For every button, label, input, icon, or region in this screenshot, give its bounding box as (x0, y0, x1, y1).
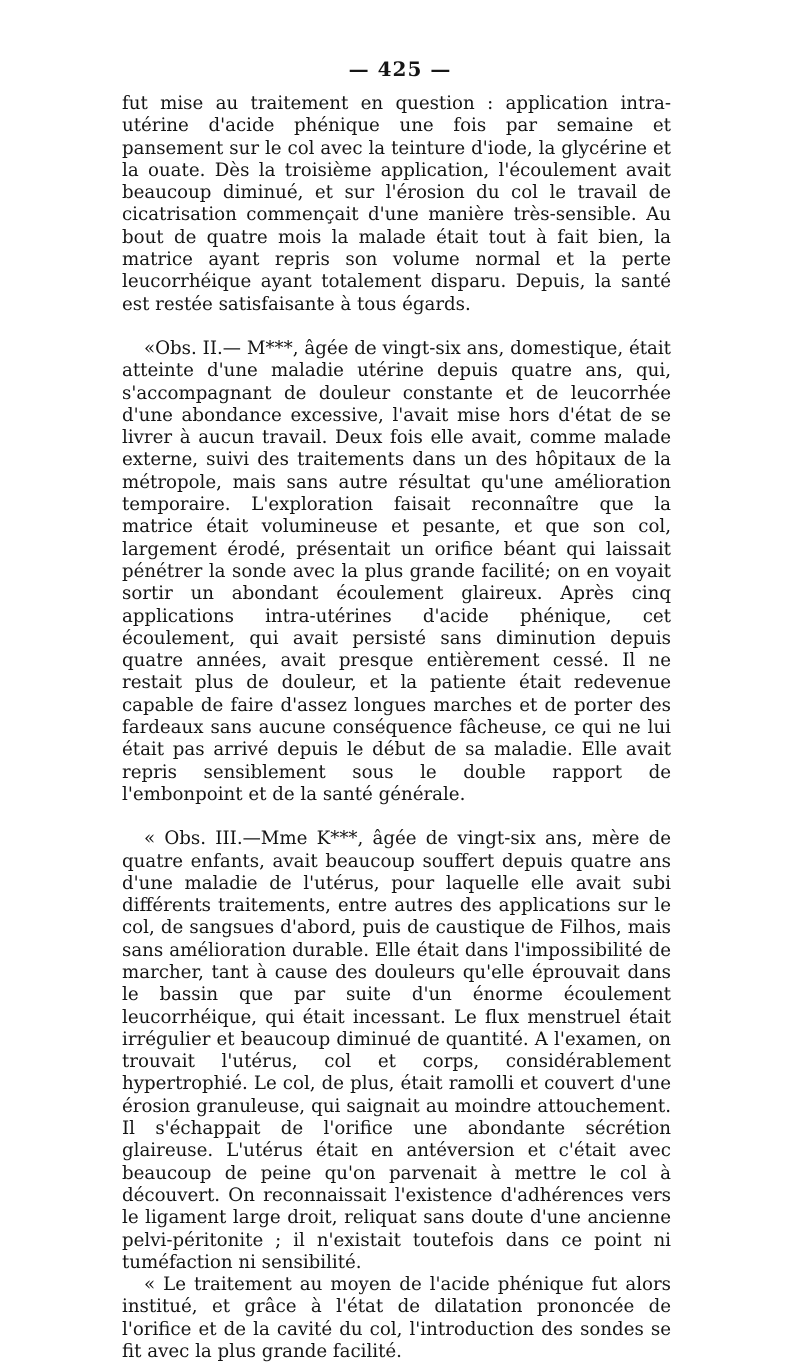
paragraph-obs-3: « Obs. III.—Mme K***, âgée de vingt-six ans, mère de quatre enfants, avait beaucoup souffert depuis quatre ans d'une maladie de l'utérus, pour laquelle elle avait subi différents traitements, entre autres des applications sur le col, de sangsues d'abord, puis de caustique de Filhos, mais sans amélioration durable. Elle était dans l'impossibilité de marcher, tant à cause des douleurs qu'elle éprouvait dans le bassin que par suite d'un énorme écoulement leucorrhéique, qui était incessant. Le flux menstruel était irrégulier et beaucoup diminué de quantité. A l'examen, on trouvait l'utérus, col et corps, considérablement hypertrophié. Le col, de plus, était ramolli et couvert d'une érosion granuleuse, qui saignait au moindre attouchement. Il s'échappait de l'orifice une abondante sécrétion glaireuse. L'utérus était en antéversion et c'était avec beaucoup de peine qu'on parvenait à mettre le col à découvert. On reconnaissait l'existence d'adhérences vers le ligament large droit, reliquat sans doute d'une ancienne pelvi-péritonite ; il n'existait toutefois dans ce point ni tuméfaction ni sensibilité. (122, 828, 671, 1273)
body-text (122, 93, 671, 1363)
paragraph-treatment: « Le traitement au moyen de l'acide phénique fut alors institué, et grâce à l'état de dilatation prononcée de l'orifice et de la cavité du col, l'introduction des sondes se fit avec la plus grande facilité. (122, 1274, 671, 1363)
paragraph-continuation: fut mise au traitement en question : application intra-utérine d'acide phénique une fois par semaine et pansement sur le col avec la teinture d'iode, la glycérine et la ouate. Dès la troisième application, l'écoulement avait beaucoup diminué, et sur l'érosion du col le travail de cicatrisation commençait d'une manière très-sensible. Au bout de quatre mois la malade était tout à fait bien, la matrice ayant repris son volume normal et la perte leucorrhéique ayant totalement disparu. Depuis, la santé est restée satisfaisante à tous égards. (122, 93, 671, 315)
paragraph-obs-2: «Obs. II.— M***, âgée de vingt-six ans, domestique, était atteinte d'une maladie utérine depuis quatre ans, qui, s'accompagnant de douleur constante et de leucorrhée d'une abondance excessive, l'avait mise hors d'état de se livrer à aucun travail. Deux fois elle avait, comme malade externe, suivi des traitements dans un des hôpitaux de la métropole, mais sans autre résultat qu'une amélioration temporaire. L'exploration faisait reconnaître que la matrice était volumineuse et pesante, et que son col, largement érodé, présentait un orifice béant qui laissait pénétrer la sonde avec la plus grande facilité; on en voyait sortir un abondant écoulement glaireux. Après cinq applications intra-utérines d'acide phénique, cet écoulement, qui avait persisté sans diminution depuis quatre années, avait presque entièrement cessé. Il ne restait plus de douleur, et la patiente était redevenue capable de faire d'assez longues marches et de porter des fardeaux sans aucune conséquence fâcheuse, ce qui ne lui était pas arrivé depuis le début de sa maladie. Elle avait repris sensiblement sous le double rapport de l'embonpoint et de la santé générale. (122, 337, 671, 805)
page-number: — 425 — (348, 57, 452, 81)
